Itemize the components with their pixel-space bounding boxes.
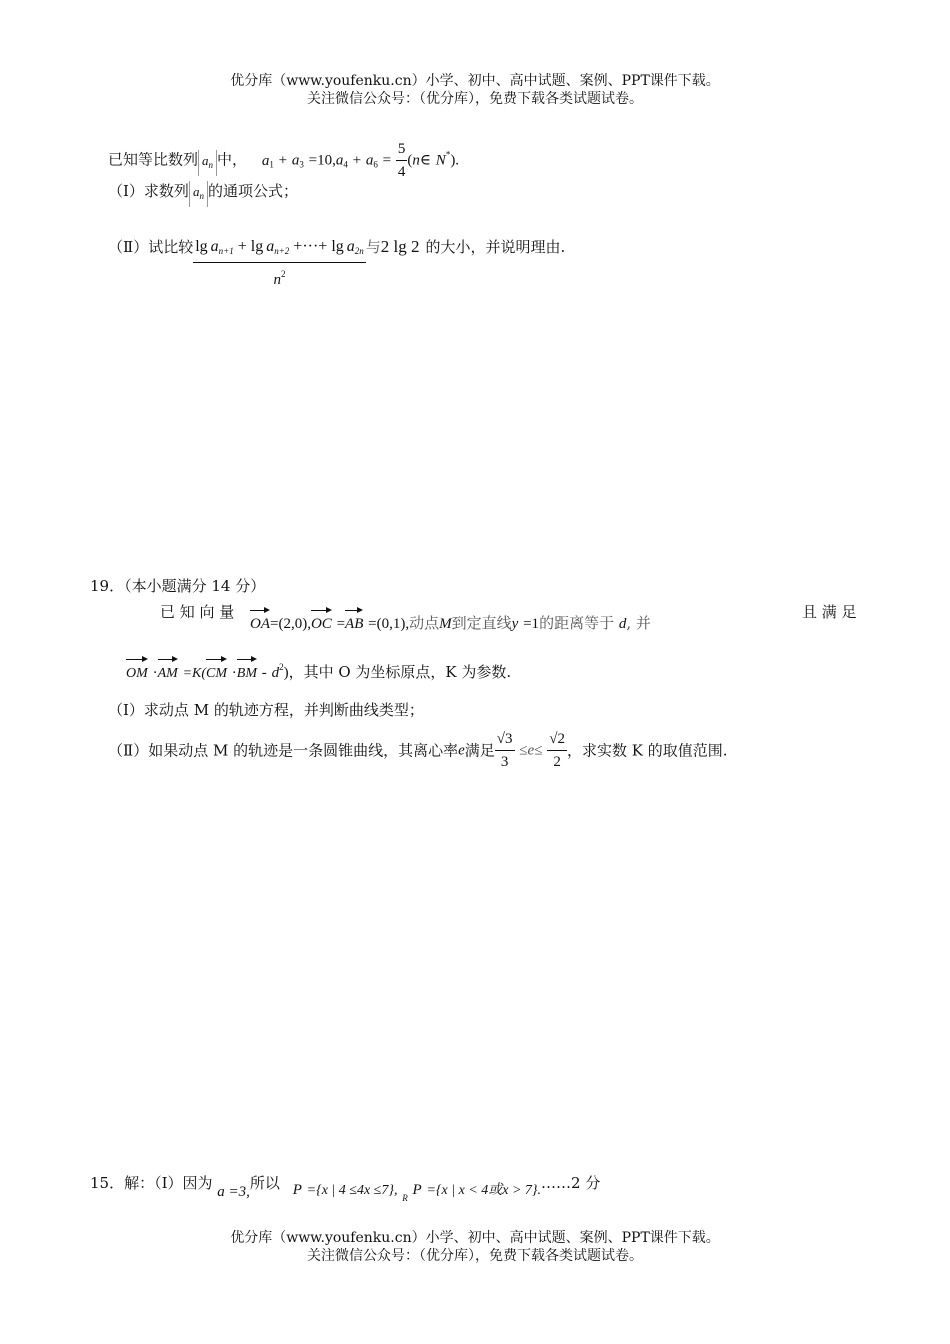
sequence-an-2: $a_n$ bbox=[189, 181, 208, 207]
q19-vector-conditions: OA=(2,0),OC =AB =(0,1),动点M到定直线y =1的距离等于 d, 并 bbox=[250, 612, 651, 635]
q19-part1: （Ⅰ）求动点 M 的轨迹方程，并判断曲线类型； bbox=[108, 701, 424, 719]
header-line-1: 优分库（www.youfenku.cn）小学、初中、高中试题、案例、PPT课件下载。 bbox=[230, 73, 720, 89]
vector-OA: OA bbox=[250, 613, 270, 635]
q19-dot-condition: OM $\cdot AM =K(CM \cdot BM - d^2)$，其中 O 为坐标原点，K 为参数. bbox=[126, 655, 511, 686]
header-line-2: 关注微信公众号：（优分库），免费下载各类试题试卷。 bbox=[307, 91, 643, 107]
q15-solution: 15．解：（Ⅰ）因为 a =3,所以 P ={x | 4 ≤4x ≤7}, $_R$ P ={x | x < 4或x > 7}.……2 分 bbox=[90, 1174, 601, 1203]
footer-line-2: 关注微信公众号：（优分库），免费下载各类试题试卷。 bbox=[307, 1248, 643, 1264]
q18-intro: 已知等比数列 $a_n$ 中， $a_1 + a_3 =10,a_4 + a_6$ = $\frac{5}{4}$ (n∈ N*). bbox=[108, 138, 459, 183]
fraction-sqrt3-3: $\frac{√3}{3}$ bbox=[495, 728, 515, 773]
footer-line-1: 优分库（www.youfenku.cn）小学、初中、高中试题、案例、PPT课件下载。 bbox=[230, 1230, 720, 1246]
q19-manzu: 且 满 足 bbox=[802, 603, 857, 621]
vector-AM: AM bbox=[158, 662, 178, 686]
vector-BM: BM bbox=[237, 662, 257, 686]
vector-OC: OC bbox=[311, 613, 332, 635]
sequence-an: $a_n$ bbox=[198, 150, 217, 176]
q19-part2: （Ⅱ）如果动点 M 的轨迹是一条圆锥曲线，其离心率e满足 $\frac{√3}{3}$ ≤e≤ $\frac{√2}{2}$ ，求实数 K 的取值范围. bbox=[108, 728, 727, 773]
fraction-sqrt2-2: $\frac{√2}{2}$ bbox=[547, 728, 567, 773]
q19-intro-1: 已 知 向 量 bbox=[160, 603, 235, 621]
q18-part1: （Ⅰ）求数列 $a_n$ 的通项公式； bbox=[108, 180, 298, 207]
q19-title: 19．（本小题满分 14 分） bbox=[90, 577, 266, 595]
q18-part2: （Ⅱ）试比较 $\frac{\lg a_{n+1} + \lg a_{n+2} +\cdot\cdot\cdot+ \lg a_{2n}}{n^2}$ 与2 lg 2 的大小，并说明理由. bbox=[108, 236, 565, 291]
vector-CM: CM bbox=[206, 662, 227, 686]
vector-AB: AB bbox=[345, 613, 363, 635]
vector-OM: OM bbox=[126, 662, 148, 686]
fraction-5-4: $\frac{5}{4}$ bbox=[396, 138, 408, 183]
lg-fraction: $\frac{\lg a_{n+1} + \lg a_{n+2} +\cdot\cdot\cdot+ \lg a_{2n}}{n^2}$ bbox=[195, 238, 364, 288]
